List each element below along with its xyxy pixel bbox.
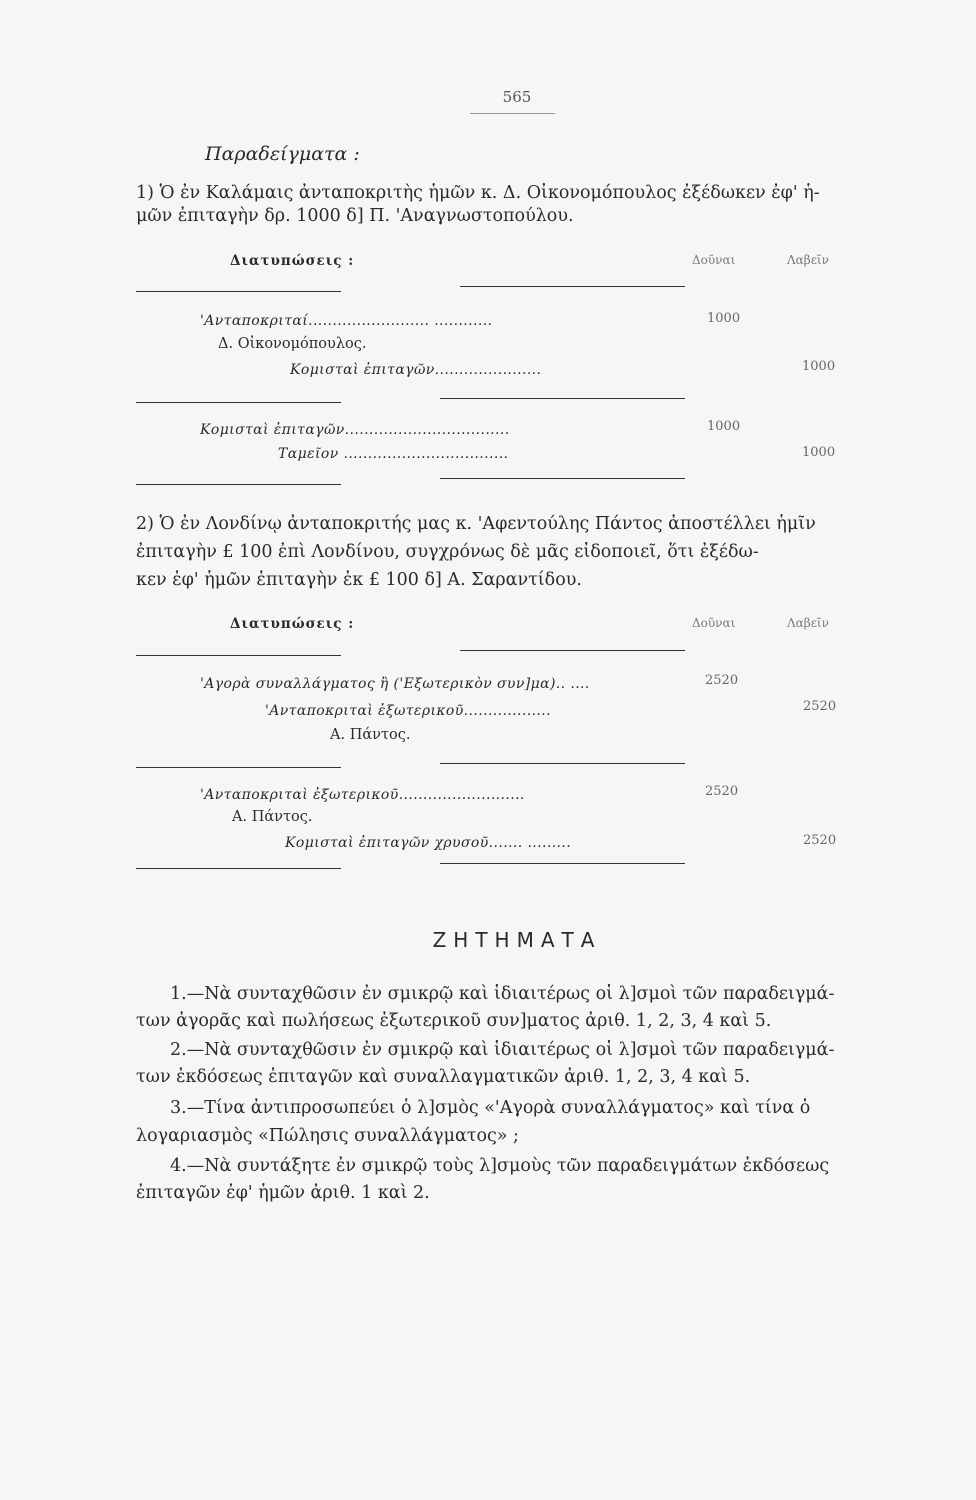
- ex2-entry1-account: 'Αγορὰ συναλλάγματος ἢ ('Εξωτερικὸν συν]μα).. ....: [200, 676, 590, 692]
- ex2-col-dounai: Δοῦναι: [692, 616, 736, 630]
- ex2-entry3-name: Α. Πάντος.: [330, 727, 411, 743]
- ex1-rule-left-2: [136, 402, 341, 403]
- ex2-text-line3: κεν ἐφ' ἡμῶν ἐπιταγὴν ἐκ £ 100 δ] Α. Σαραντίδου.: [136, 570, 582, 590]
- ex1-rule-right-2: [440, 398, 685, 399]
- ex1-entry3-account: Κομισταὶ ἐπιταγῶν......................: [290, 362, 542, 378]
- question-2-line2: των ἐκδόσεως ἐπιταγῶν καὶ συναλλαγματικῶν ἀριθ. 1, 2, 3, 4 καὶ 5.: [136, 1067, 751, 1087]
- ex2-rule-left-1: [136, 655, 341, 656]
- ex2-entry6-credit: 2520: [803, 833, 837, 848]
- question-4-line2: ἐπιταγῶν ἐφ' ἡμῶν ἀριθ. 1 καὶ 2.: [136, 1183, 430, 1203]
- ex2-text-line1: 2) Ὁ ἐν Λονδίνῳ ἀνταποκριτής μας κ. 'Αφεντούλης Πάντος ἀποστέλλει ἡμῖν: [136, 514, 816, 534]
- page-number: 565: [502, 88, 532, 106]
- examples-heading: Παραδείγματα :: [205, 143, 360, 165]
- ex2-diatyposeis-label: Διατυπώσεις :: [230, 616, 355, 632]
- ex2-entry5-name: Α. Πάντος.: [232, 809, 313, 825]
- ex1-rule-right-1: [460, 286, 685, 287]
- ex1-rule-right-3: [440, 478, 685, 479]
- ex2-text-line2: ἐπιταγὴν £ 100 ἐπὶ Λονδίνου, συγχρόνως δὲ μᾶς εἰδοποιεῖ, ὅτι ἐξέδω-: [136, 542, 759, 562]
- ex1-entry3-credit: 1000: [802, 359, 836, 374]
- ex1-entry1-account: 'Ανταποκριταί......................... ............: [200, 313, 493, 329]
- ex1-entry5-account: Ταμεῖον ..................................: [278, 446, 509, 462]
- ex1-rule-left-1: [136, 291, 341, 292]
- ex2-entry2-credit: 2520: [803, 699, 837, 714]
- ex1-entry5-credit: 1000: [802, 445, 836, 460]
- ex1-entry4-account: Κομισταὶ ἐπιταγῶν..................................: [200, 422, 510, 438]
- ex1-col-dounai: Δοῦναι: [692, 253, 736, 267]
- ex2-entry4-debit: 2520: [705, 784, 739, 799]
- question-4-line1: 4.—Νὰ συντάξητε ἐν σμικρῷ τοὺς λ]σμοὺς τῶν παραδειγμάτων ἐκδόσεως: [170, 1156, 830, 1176]
- question-1-line1: 1.—Νὰ συνταχθῶσιν ἐν σμικρῷ καὶ ἰδιαιτέρως οἱ λ]σμοὶ τῶν παραδειγμά-: [170, 984, 835, 1004]
- ex2-entry6-account: Κομισταὶ ἐπιταγῶν χρυσοῦ....... .........: [285, 835, 572, 851]
- question-2-line1: 2.—Νὰ συνταχθῶσιν ἐν σμικρῷ καὶ ἰδιαιτέρως οἱ λ]σμοὶ τῶν παραδειγμά-: [170, 1040, 835, 1060]
- ex2-rule-left-3: [136, 868, 341, 869]
- ex2-rule-right-3: [440, 863, 685, 864]
- ex1-entry2-name: Δ. Οἰκονομόπουλος.: [218, 336, 367, 352]
- ex1-diatyposeis-label: Διατυπώσεις :: [230, 253, 355, 269]
- ex1-entry4-debit: 1000: [707, 419, 741, 434]
- ex1-col-labein: Λαβεῖν: [787, 253, 829, 267]
- ex2-rule-left-2: [136, 767, 341, 768]
- page-number-rule: [470, 113, 555, 114]
- question-1-line2: των ἀγορᾶς καὶ πωλήσεως ἐξωτερικοῦ συν]ματος ἀριθ. 1, 2, 3, 4 καὶ 5.: [136, 1011, 772, 1031]
- question-3-line1: 3.—Τίνα ἀντιπροσωπεύει ὁ λ]σμὸς «'Αγορὰ συναλλάγματος» καὶ τίνα ὁ: [170, 1098, 811, 1118]
- ex1-entry1-debit: 1000: [707, 311, 741, 326]
- ex1-text-line2: μῶν ἐπιταγὴν δρ. 1000 δ] Π. 'Αναγνωστοπούλου.: [136, 206, 574, 226]
- zitimata-title: ΖΗΤΗΜΑΤΑ: [432, 928, 602, 952]
- ex2-entry2-account: 'Ανταποκριταὶ ἐξωτερικοῦ..................: [265, 703, 551, 719]
- ex2-col-labein: Λαβεῖν: [787, 616, 829, 630]
- ex2-entry1-debit: 2520: [705, 673, 739, 688]
- ex2-rule-right-2: [440, 763, 685, 764]
- ex2-entry4-account: 'Ανταποκριταὶ ἐξωτερικοῦ..........................: [200, 787, 525, 803]
- ex1-text-line1: 1) Ὁ ἐν Καλάμαις ἀνταποκριτὴς ἡμῶν κ. Δ. Οἰκονομόπουλος ἐξέδωκεν ἐφ' ἡ-: [136, 183, 820, 203]
- question-3-line2: λογαριασμὸς «Πώλησις συναλλάγματος» ;: [136, 1126, 519, 1146]
- ex1-rule-left-3: [136, 484, 341, 485]
- ex2-rule-right-1: [460, 650, 685, 651]
